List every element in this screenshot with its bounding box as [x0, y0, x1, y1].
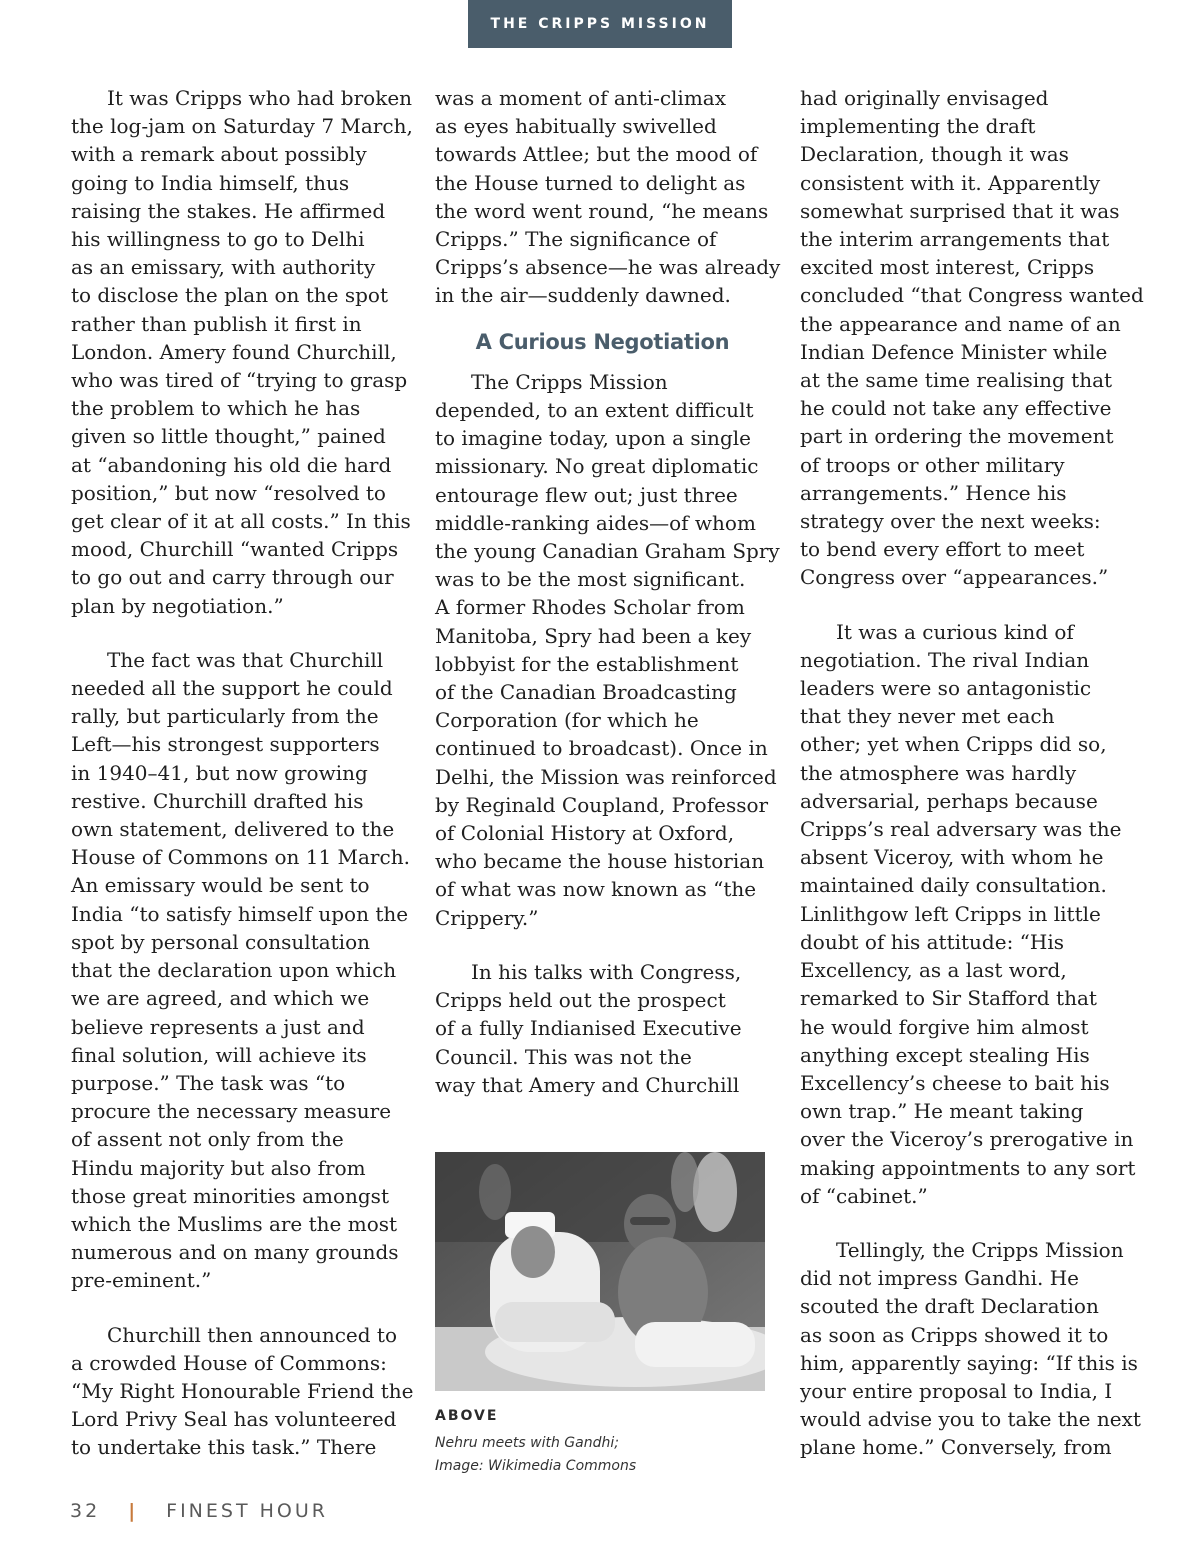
text-line: part in ordering the movement: [800, 424, 1114, 449]
text-line: of what was now known as “the: [435, 877, 757, 902]
text-line: that the declaration upon which: [71, 958, 397, 983]
text-line: to undertake this task.” There: [71, 1435, 377, 1460]
text-line: to bend every effort to meet: [800, 537, 1085, 562]
text-line: concluded “that Congress wanted: [800, 283, 1144, 308]
text-line: of the Canadian Broadcasting: [435, 680, 737, 705]
text-line: in the air—suddenly dawned.: [435, 283, 731, 308]
text-line: Crippery.”: [435, 905, 539, 930]
text-line: entourage flew out; just three: [435, 482, 738, 507]
text-line: A former Rhodes Scholar from: [435, 595, 745, 620]
text-line: position,” but now “resolved to: [71, 480, 386, 505]
text-line: final solution, will achieve its: [71, 1042, 367, 1067]
text-line: given so little thought,” pained: [71, 424, 386, 449]
text-line: as eyes habitually swivelled: [435, 114, 717, 139]
text-line: pre-eminent.”: [71, 1268, 212, 1293]
text-line: the problem to which he has: [71, 396, 361, 421]
text-line: arrangements.” Hence his: [800, 480, 1067, 505]
text-line: missionary. No great diplomatic: [435, 454, 759, 479]
text-line: adversarial, perhaps because: [800, 788, 1098, 813]
page-footer: [70, 1500, 328, 1522]
text-line: was to be the most significant.: [435, 567, 746, 592]
text-line: those great minorities amongst: [71, 1183, 389, 1208]
caption-line: Nehru meets with Gandhi;: [435, 1435, 619, 1451]
text-line: Cripps held out the prospect: [435, 988, 726, 1013]
text-line: Manitoba, Spry had been a key: [435, 623, 752, 648]
text-line: had originally envisaged: [800, 86, 1049, 110]
text-line: excited most interest, Cripps: [800, 255, 1095, 280]
text-line: going to India himself, thus: [71, 170, 350, 195]
text-line: rally, but particularly from the: [71, 704, 379, 729]
text-line: a crowded House of Commons:: [71, 1350, 387, 1375]
text-line: strategy over the next weeks:: [800, 509, 1101, 534]
text-line: plane home.” Conversely, from: [800, 1435, 1112, 1460]
text-line: The fact was that Churchill: [107, 647, 384, 672]
text-line: the atmosphere was hardly: [800, 760, 1077, 785]
text-line: Indian Defence Minister while: [800, 339, 1108, 364]
section-heading: A Curious Negotiation: [475, 329, 730, 354]
text-line: towards Attlee; but the mood of: [435, 142, 758, 167]
text-line: in 1940–41, but now growing: [71, 760, 368, 785]
text-line: get clear of it at all costs.” In this: [71, 509, 411, 534]
text-line: which the Muslims are the most: [71, 1211, 398, 1236]
text-line: somewhat surprised that it was: [800, 198, 1120, 223]
text-line: Corporation (for which he: [435, 708, 699, 733]
caption-line: Image: Wikimedia Commons: [435, 1458, 637, 1474]
text-line: would advise you to take the next: [800, 1407, 1141, 1432]
nehru-gandhi-photo: [435, 1152, 765, 1391]
text-line: as an emissary, with authority: [71, 255, 376, 280]
text-line: middle-ranking aides—of whom: [435, 510, 756, 535]
text-line: Cripps’s absence—he was already: [435, 255, 781, 280]
section-header-tab: [468, 0, 732, 48]
text-line: procure the necessary measure: [71, 1099, 392, 1124]
text-line: maintained daily consultation.: [800, 873, 1107, 898]
text-line: as soon as Cripps showed it to: [800, 1322, 1109, 1347]
section-label: THE CRIPPS MISSION: [490, 16, 710, 32]
text-line: restive. Churchill drafted his: [71, 788, 364, 813]
text-line: Excellency’s cheese to bait his: [800, 1070, 1110, 1095]
text-line: own trap.” He meant taking: [800, 1099, 1084, 1124]
page-number: 32: [70, 1500, 101, 1522]
text-line: raising the stakes. He affirmed: [71, 198, 386, 223]
text-line: purpose.” The task was “to: [71, 1070, 346, 1095]
text-line: negotiation. The rival Indian: [800, 647, 1090, 672]
text-line: your entire proposal to India, I: [800, 1378, 1113, 1403]
text-line: plan by negotiation.”: [71, 593, 284, 618]
text-line: depended, to an extent difficult: [435, 398, 754, 423]
text-line: over the Viceroy’s prerogative in: [800, 1127, 1134, 1152]
text-line: making appointments to any sort: [800, 1155, 1136, 1180]
text-line: the word went round, “he means: [435, 198, 769, 223]
text-line: way that Amery and Churchill: [435, 1072, 740, 1097]
text-line: “My Right Honourable Friend the: [71, 1378, 414, 1403]
text-line: Delhi, the Mission was reinforced: [435, 764, 777, 789]
text-line: consistent with it. Apparently: [800, 170, 1101, 195]
text-line: Excellency, as a last word,: [800, 958, 1067, 983]
text-line: he would forgive him almost: [800, 1014, 1089, 1039]
text-line: own statement, delivered to the: [71, 817, 395, 842]
text-line: the interim arrangements that: [800, 227, 1110, 252]
text-line: Council. This was not the: [435, 1044, 692, 1069]
text-line: to go out and carry through our: [71, 565, 394, 590]
text-line: House of Commons on 11 March.: [71, 845, 410, 870]
text-line: India “to satisfy himself upon the: [71, 901, 409, 926]
text-line: to imagine today, upon a single: [435, 426, 751, 451]
text-line: believe represents a just and: [71, 1014, 365, 1039]
text-line: It was a curious kind of: [836, 619, 1074, 644]
text-line: the log-jam on Saturday 7 March,: [71, 114, 413, 139]
text-line: spot by personal consultation: [71, 929, 371, 954]
text-line: mood, Churchill “wanted Cripps: [71, 537, 399, 562]
text-line: that they never met each: [800, 704, 1055, 729]
text-line: at “abandoning his old die hard: [71, 452, 392, 477]
text-line: In his talks with Congress,: [471, 959, 742, 984]
text-line: at the same time realising that: [800, 368, 1113, 393]
publication-name: FINEST HOUR: [166, 1500, 328, 1522]
text-line: Declaration, though it was: [800, 142, 1069, 167]
text-column-3: [800, 84, 1144, 1462]
text-line: Tellingly, the Cripps Mission: [836, 1237, 1124, 1262]
text-line: numerous and on many grounds: [71, 1240, 399, 1265]
text-line: of troops or other military: [800, 452, 1065, 477]
text-line: scouted the draft Declaration: [800, 1294, 1099, 1319]
text-line: Congress over “appearances.”: [800, 565, 1109, 590]
text-line: the appearance and name of an: [800, 311, 1121, 336]
text-line: lobbyist for the establishment: [435, 651, 739, 676]
text-line: he could not take any effective: [800, 396, 1112, 421]
text-line: It was Cripps who had broken: [107, 86, 413, 110]
text-line: with a remark about possibly: [71, 142, 367, 167]
text-line: who became the house historian: [435, 849, 765, 874]
text-line: the young Canadian Graham Spry: [435, 539, 780, 564]
text-line: leaders were so antagonistic: [800, 676, 1092, 701]
photo-illustration: [435, 1152, 765, 1391]
text-line: rather than publish it first in: [71, 311, 362, 336]
text-line: of “cabinet.”: [800, 1183, 928, 1208]
text-line: Cripps.” The significance of: [435, 227, 717, 252]
footer-separator: |: [128, 1500, 139, 1522]
text-line: other; yet when Cripps did so,: [800, 732, 1107, 757]
text-line: continued to broadcast). Once in: [435, 736, 768, 761]
text-line: anything except stealing His: [800, 1042, 1090, 1067]
text-line: Hindu majority but also from: [71, 1155, 366, 1180]
text-line: Churchill then announced to: [107, 1322, 398, 1347]
text-line: did not impress Gandhi. He: [800, 1266, 1079, 1291]
text-line: London. Amery found Churchill,: [71, 339, 397, 364]
text-line: the House turned to delight as: [435, 170, 746, 195]
text-line: of a fully Indianised Executive: [435, 1016, 742, 1041]
text-line: of Colonial History at Oxford,: [435, 821, 735, 846]
text-line: who was tired of “trying to grasp: [71, 368, 408, 393]
text-column-1: [71, 84, 414, 1462]
text-line: Left—his strongest supporters: [71, 732, 380, 757]
text-line: of assent not only from the: [71, 1127, 344, 1152]
text-line: The Cripps Mission: [471, 369, 668, 394]
text-line: absent Viceroy, with whom he: [800, 845, 1104, 870]
text-column-2: [435, 84, 781, 1099]
text-line: Linlithgow left Cripps in little: [800, 901, 1101, 926]
text-line: we are agreed, and which we: [71, 986, 370, 1011]
text-line: Lord Privy Seal has volunteered: [71, 1407, 397, 1432]
text-line: him, apparently saying: “If this is: [800, 1350, 1138, 1375]
text-line: implementing the draft: [800, 114, 1036, 139]
text-line: was a moment of anti-climax: [435, 86, 726, 110]
text-line: Cripps’s real adversary was the: [800, 817, 1122, 842]
text-line: An emissary would be sent to: [71, 873, 370, 898]
text-line: doubt of his attitude: “His: [800, 929, 1064, 954]
caption-label: ABOVE: [435, 1408, 499, 1424]
text-line: by Reginald Coupland, Professor: [435, 792, 769, 817]
text-line: remarked to Sir Stafford that: [800, 986, 1097, 1011]
text-line: to disclose the plan on the spot: [71, 283, 389, 308]
photo-caption: [435, 1432, 636, 1478]
text-line: his willingness to go to Delhi: [71, 227, 365, 252]
text-line: needed all the support he could: [71, 676, 393, 701]
